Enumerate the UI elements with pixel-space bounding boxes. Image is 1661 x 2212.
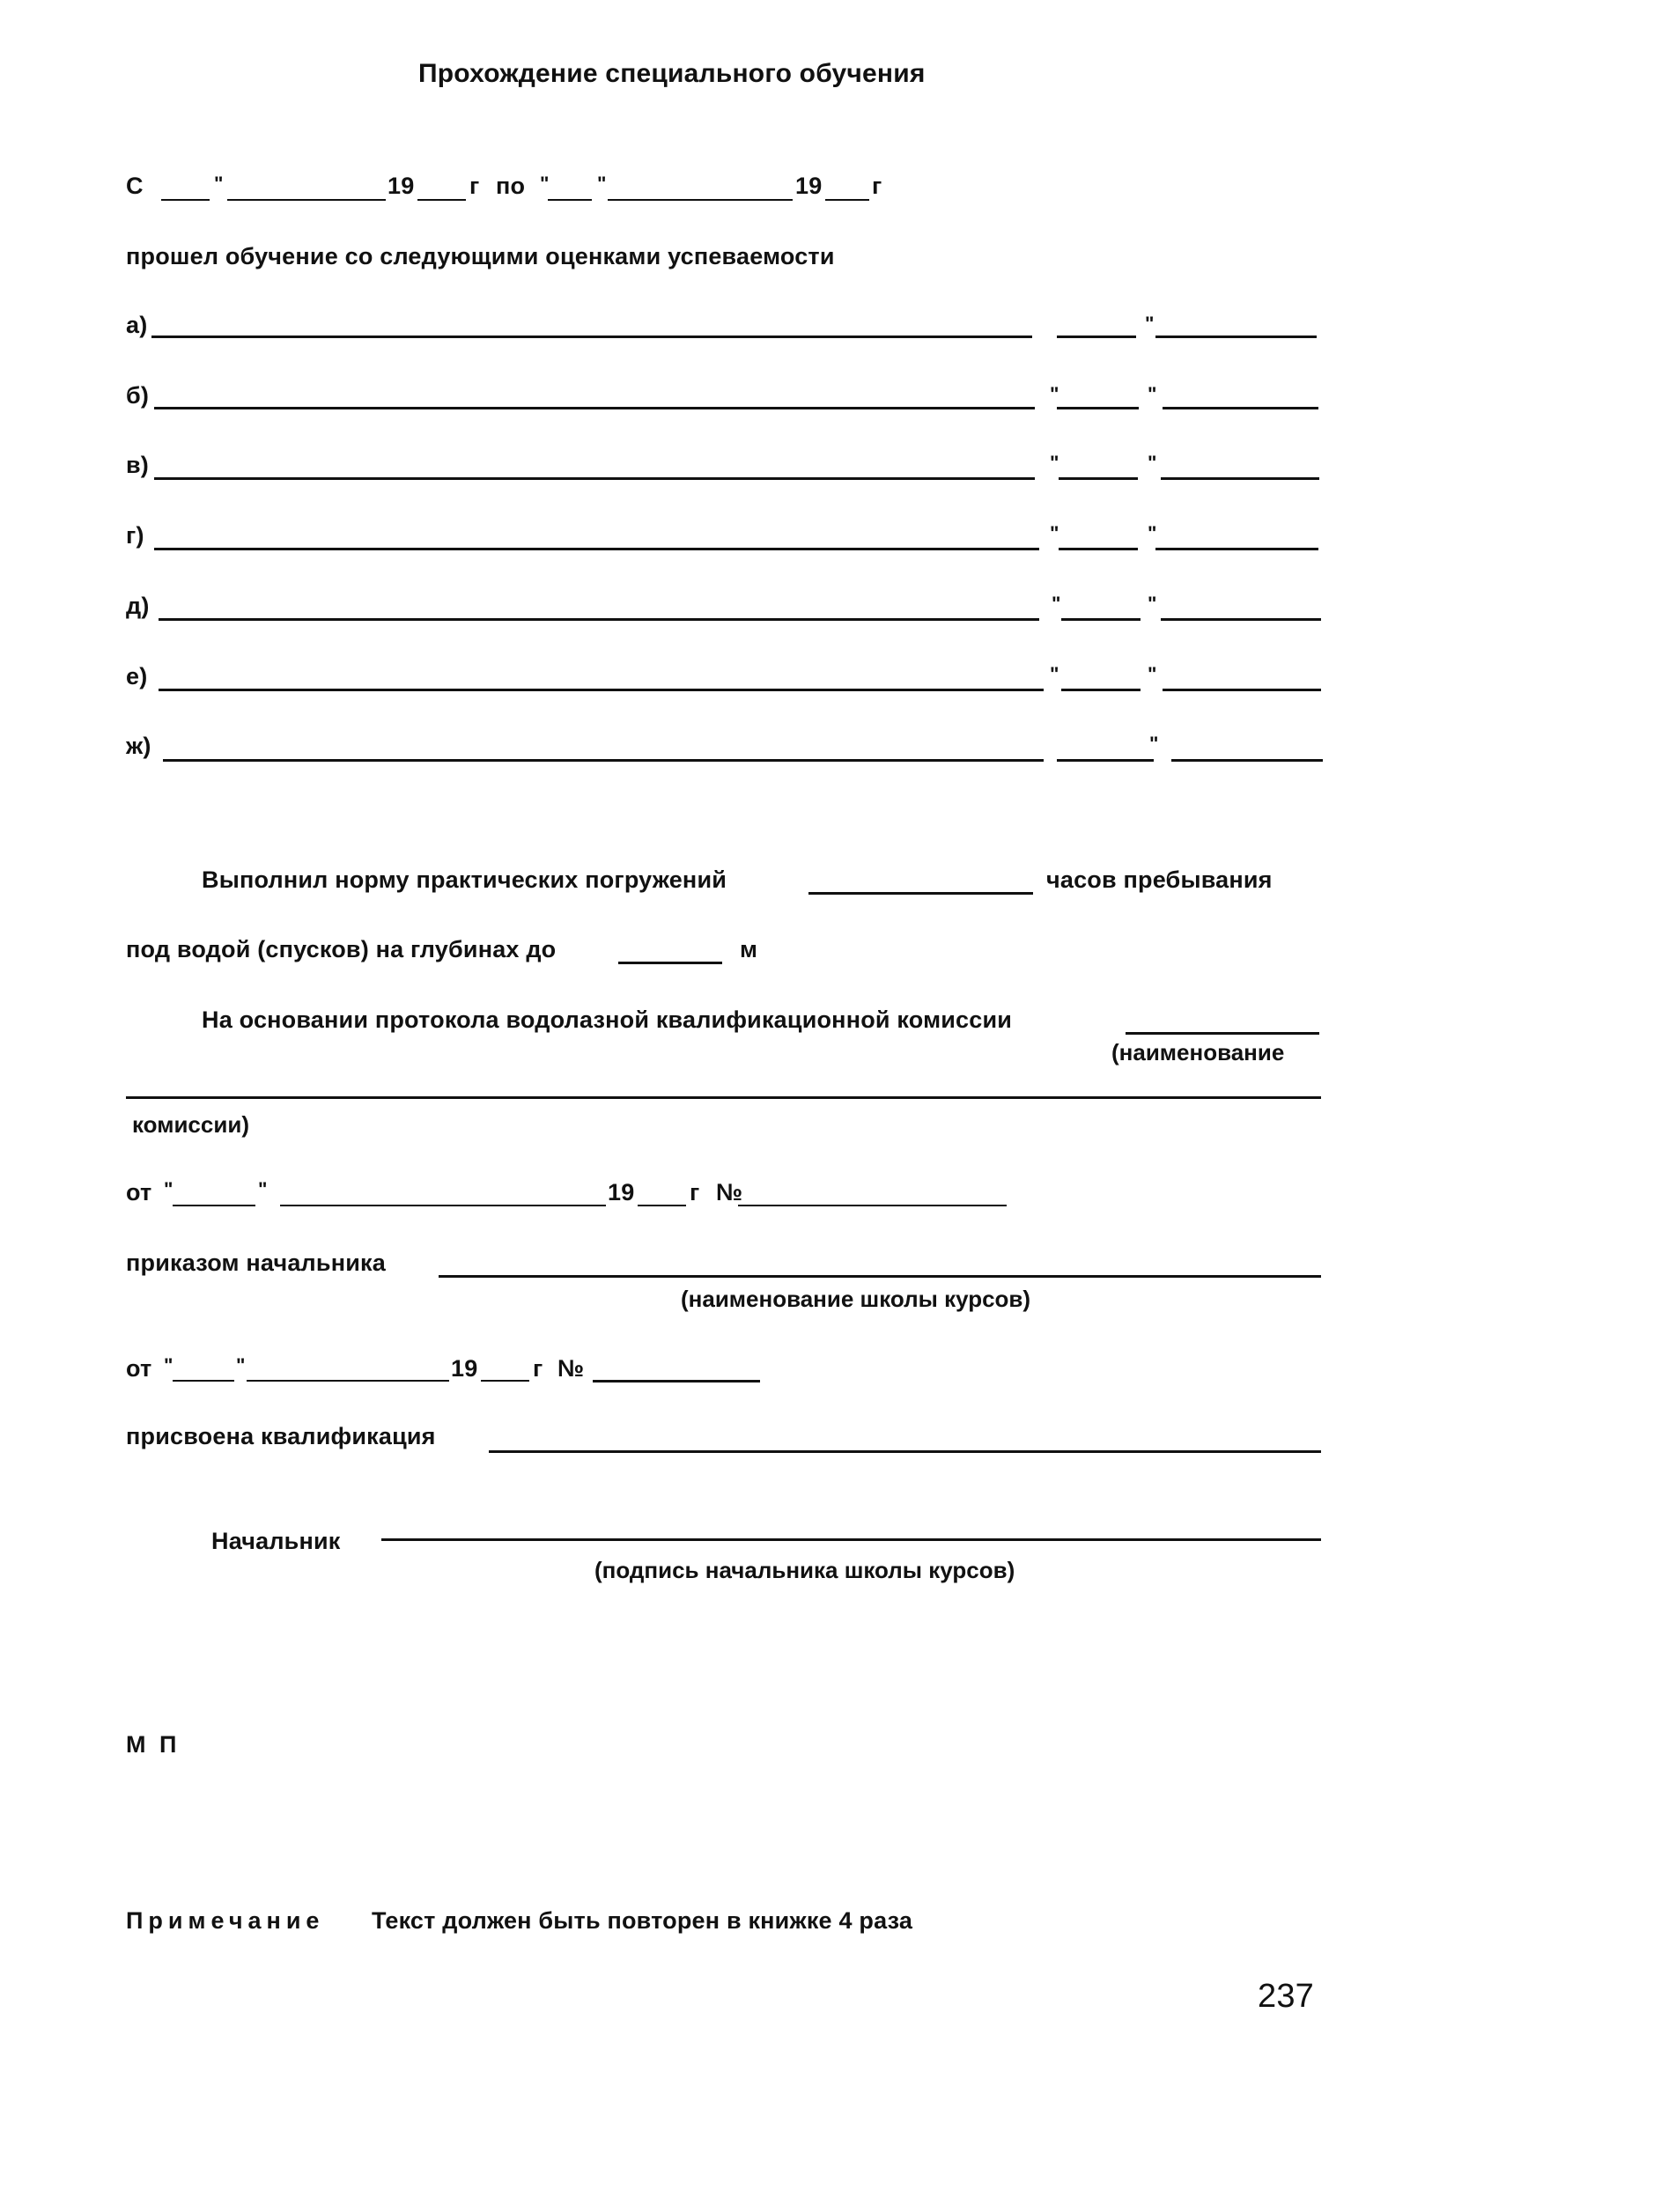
qualification-label: присвоена квалификация [126, 1423, 436, 1449]
grade-score-field[interactable] [1057, 335, 1136, 338]
grade-quote: " [1050, 383, 1059, 405]
dives-depth-text: под водой (спусков) на глубинах до [126, 936, 557, 962]
protocol-date-year-suffix: г [690, 1179, 700, 1206]
order-date-year-field[interactable] [481, 1380, 529, 1382]
protocol-number-field[interactable] [738, 1205, 1007, 1206]
chief-label: Начальник [211, 1528, 341, 1554]
grade-quote: " [1052, 593, 1061, 615]
protocol-commission-field-continued[interactable] [126, 1096, 1321, 1099]
order-date-day-field[interactable] [173, 1380, 234, 1382]
dives-hours-field[interactable] [808, 892, 1033, 895]
grade-subject-field[interactable] [154, 477, 1035, 480]
grade-score-field[interactable] [1059, 477, 1138, 480]
protocol-number-sign: № [716, 1179, 743, 1206]
grade-date-field[interactable] [1161, 618, 1321, 621]
protocol-date-month-field[interactable] [280, 1205, 606, 1206]
grade-subject-field[interactable] [154, 407, 1035, 409]
protocol-date-close-quote: " [258, 1178, 268, 1200]
order-label: приказом начальника [126, 1250, 386, 1276]
period-start-year-prefix: 19 [388, 173, 415, 199]
grade-letter: д) [126, 593, 150, 619]
grade-score-field[interactable] [1061, 689, 1141, 691]
grade-quote: " [1148, 452, 1157, 474]
period-end-year-prefix: 19 [795, 173, 823, 199]
period-start-year-field[interactable] [417, 199, 466, 201]
grade-quote: " [1148, 383, 1157, 405]
grade-quote: " [1148, 522, 1157, 544]
period-end-year-field[interactable] [825, 199, 869, 201]
grade-quote: " [1148, 593, 1157, 615]
grade-subject-field[interactable] [159, 689, 1044, 691]
grade-subject-field[interactable] [163, 759, 1044, 762]
order-school-field[interactable] [439, 1275, 1321, 1278]
period-end-open-quote: " [540, 173, 550, 195]
grade-subject-field[interactable] [151, 335, 1032, 338]
grade-quote: " [1149, 733, 1159, 755]
dives-norm-text: Выполнил норму практических погружений [202, 866, 727, 893]
grade-quote: " [1050, 663, 1059, 685]
grades-intro: прошел обучение со следующими оценками успеваемости [126, 243, 835, 269]
order-number-field[interactable] [593, 1380, 760, 1382]
stamp-place: М П [126, 1731, 181, 1758]
protocol-date-day-field[interactable] [173, 1205, 255, 1206]
grade-letter: а) [126, 312, 148, 338]
grade-quote: " [1148, 663, 1157, 685]
dives-hours-text: часов пребывания [1046, 866, 1273, 893]
note-label: Примечание [126, 1907, 325, 1934]
protocol-date-from: от [126, 1179, 152, 1206]
period-end-year-suffix: г [872, 173, 882, 199]
order-number-sign: № [557, 1355, 585, 1382]
page-number: 237 [1258, 1978, 1315, 2015]
dives-depth-field[interactable] [618, 962, 722, 964]
grade-score-field[interactable] [1061, 618, 1141, 621]
period-start-day-field[interactable] [161, 199, 210, 201]
protocol-date-open-quote: " [164, 1178, 173, 1200]
grade-quote: " [1050, 522, 1059, 544]
grade-date-field[interactable] [1161, 477, 1319, 480]
grade-date-field[interactable] [1163, 689, 1321, 691]
protocol-caption-2: комиссии) [132, 1111, 249, 1138]
grade-subject-field[interactable] [154, 548, 1039, 550]
period-start-quote: " [214, 173, 224, 195]
grade-letter: г) [126, 522, 144, 549]
order-date-year-suffix: г [533, 1355, 543, 1382]
chief-signature-field[interactable] [381, 1538, 1321, 1541]
period-end-day-field[interactable] [548, 199, 592, 201]
period-end-month-field[interactable] [608, 199, 793, 201]
grade-letter: ж) [126, 733, 151, 759]
dives-depth-unit: м [740, 936, 758, 962]
order-date-close-quote: " [236, 1354, 246, 1376]
grade-score-field[interactable] [1059, 548, 1138, 550]
qualification-field[interactable] [489, 1450, 1321, 1453]
grade-letter: е) [126, 663, 148, 689]
protocol-commission-field[interactable] [1126, 1032, 1319, 1035]
protocol-caption-1: (наименование [1111, 1039, 1285, 1065]
order-date-month-field[interactable] [247, 1380, 449, 1382]
period-from-label: С [126, 173, 144, 199]
grade-date-field[interactable] [1155, 548, 1318, 550]
grade-date-field[interactable] [1155, 335, 1317, 338]
note-text: Текст должен быть повторен в книжке 4 раза [372, 1907, 913, 1934]
protocol-date-year-field[interactable] [638, 1205, 686, 1206]
grade-subject-field[interactable] [159, 618, 1039, 621]
grade-letter: в) [126, 452, 149, 478]
order-date-open-quote: " [164, 1354, 173, 1376]
page-title: Прохождение специального обучения [418, 59, 926, 88]
order-date-from: от [126, 1355, 152, 1382]
order-date-year-prefix: 19 [451, 1355, 478, 1382]
period-start-month-field[interactable] [227, 199, 386, 201]
grade-date-field[interactable] [1163, 407, 1318, 409]
grade-letter: б) [126, 382, 150, 409]
order-caption: (наименование школы курсов) [681, 1286, 1031, 1312]
protocol-text: На основании протокола водолазной квалификационной комиссии [202, 1006, 1013, 1033]
chief-caption: (подпись начальника школы курсов) [594, 1557, 1015, 1583]
grade-quote: " [1145, 313, 1155, 335]
period-start-year-suffix: г [469, 173, 480, 199]
grade-score-field[interactable] [1057, 407, 1139, 409]
grade-score-field[interactable] [1057, 759, 1154, 762]
grade-date-field[interactable] [1171, 759, 1323, 762]
protocol-date-year-prefix: 19 [608, 1179, 635, 1206]
period-end-close-quote: " [597, 173, 607, 195]
period-to-label: по [496, 173, 526, 199]
grade-quote: " [1050, 452, 1059, 474]
